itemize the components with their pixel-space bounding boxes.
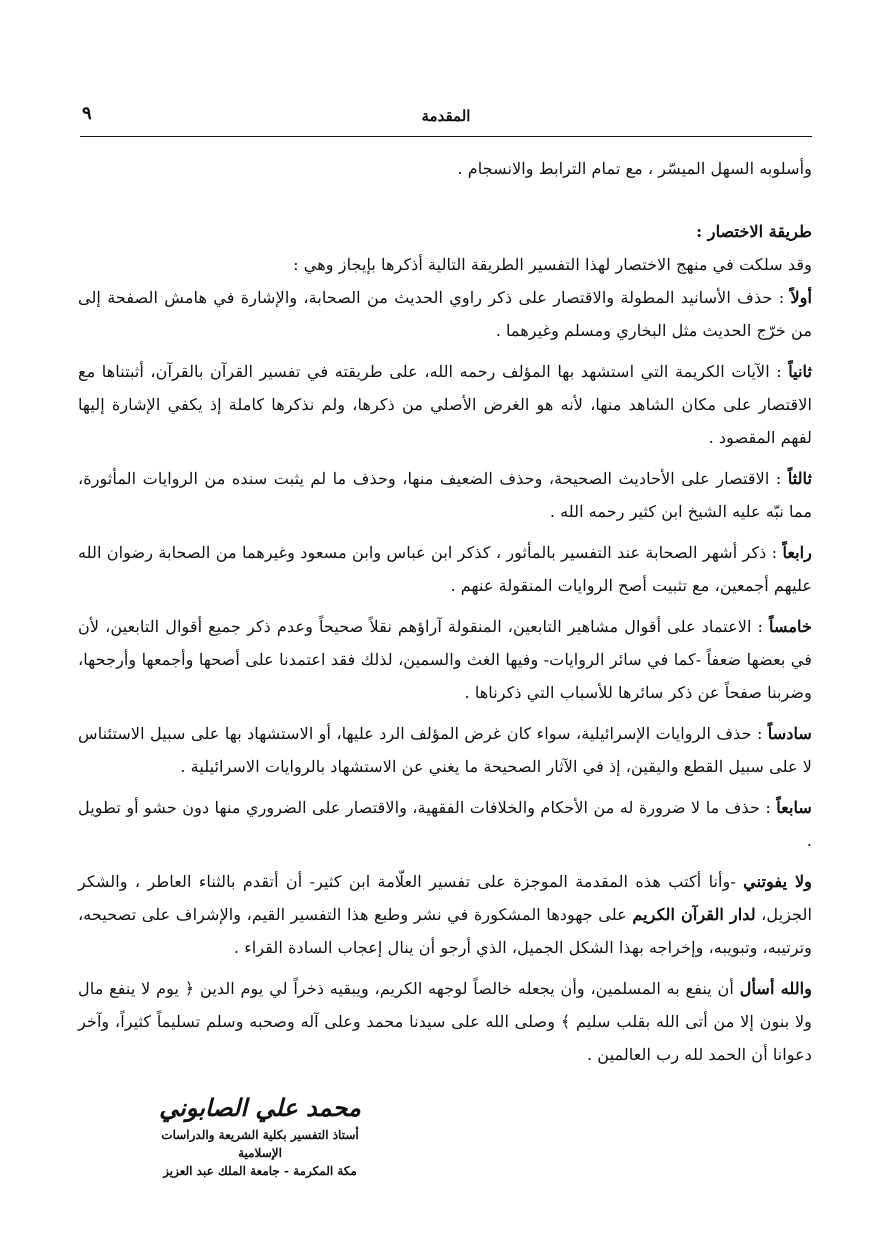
publisher-name: لدار القرآن الكريم — [632, 905, 756, 924]
item-text: : حذف الروايات الإسرائيلية، سواء كان غرض المؤلف الرد عليها، أو الاستشهاد بها على سبيل الاستئناس لا على سبيل القطع واليقين، إذ في الآثار الصحيحة ما يغني عن الاستشهاد بالروايات الاسرائيلية . — [78, 724, 812, 776]
author-signature — [150, 1090, 370, 1180]
list-item — [78, 536, 812, 602]
thanks-text-part1: -وأنا أكتب هذه المقدمة الموجزة على تفسير العلّامة ابن كثير- أن أتقدم بالثناء العاطر ، والشكر الجزيل، — [78, 872, 812, 924]
thanks-lead: ولا يفوتني — [743, 872, 812, 891]
prayer-text: أن ينفع به المسلمين، وأن يجعله خالصاً لوجهه الكريم، ويبقيه ذخراً لي يوم الدين ﴿ يوم لا ينفع مال ولا بنون إلا من أتى الله بقلب سليم ﴾ وصلى الله على سيدنا محمد وعلى آله وصحبه وسلم تسليماً كثيراً، وآخر دعوانا أن الحمد لله رب العالمين . — [78, 979, 812, 1064]
item-lead: أولاً — [790, 288, 812, 307]
item-lead: خامساً — [769, 617, 812, 636]
section-heading — [78, 215, 812, 248]
running-title: المقدمة — [421, 107, 471, 125]
item-lead: رابعاً — [782, 543, 812, 562]
prayer-lead: والله أسأل — [739, 979, 812, 998]
prayer-paragraph — [78, 972, 812, 1071]
list-item — [78, 462, 812, 528]
item-lead: ثانياً — [788, 362, 812, 381]
section-intro: وقد سلكت في منهج الاختصار لهذا التفسير الطريقة التالية أذكرها بإيجاز وهي : — [293, 255, 812, 274]
item-text: : الاقتصار على الأحاديث الصحيحة، وحذف الضعيف منها، وحذف ما لم يثبت سنده من الروايات المأثورة، مما نبّه عليه الشيخ ابن كثير رحمه الله . — [78, 469, 812, 521]
intro-paragraph: وأسلوبه السهل الميسّر ، مع تمام الترابط والانسجام . — [457, 159, 812, 178]
thanks-text-part2: على جهودها المشكورة في نشر وطبع هذا التفسير القيم، والإشراف على تصحيحه، وترتيبه، وتبويبه، وإخراجه بهذا الشكل الجميل، الذي أرجو أن ينال إعجاب السادة القراء . — [78, 905, 812, 957]
page-body — [78, 152, 812, 1079]
thanks-paragraph — [78, 865, 812, 964]
signature-affiliation: مكة المكرمة - جامعة الملك عبد العزيز — [163, 1164, 357, 1178]
item-text: : الآيات الكريمة التي استشهد بها المؤلف رحمه الله، على طريقته في تفسير القرآن بالقرآن، أثبتناها مع الاقتصار على مكان الشاهد منها، لأنه هو الغرض الأصلي من ذكرها، ولم نذكرها كاملة إذ يكفي الإشارة إليها لفهم المقصود . — [78, 362, 812, 447]
list-item — [78, 610, 812, 709]
item-text: : الاعتماد على أقوال مشاهير التابعين، المنقولة آراؤهم نقلاً صحيحاً وعدم ذكر جميع أقوال التابعين، لأن في بعضها ضعفاً -كما في سائر الروايات- وفيها الغث والسمين، لذلك فقد اعتمدنا على أصحها وأجمعها وأرجحها، وضربنا صفحاً عن ذكر سائرها للأسباب التي ذكرناها . — [78, 617, 812, 702]
item-text: : حذف الأسانيد المطولة والاقتصار على ذكر راوي الحديث من الصحابة، والإشارة في هامش الصفحة إلى من خرّج الحديث مثل البخاري ومسلم وغيرهما . — [78, 288, 812, 340]
list-item — [78, 355, 812, 454]
item-lead: سادساً — [767, 724, 812, 743]
section-heading-text: طريقة الاختصار : — [696, 222, 812, 241]
signature-title: أستاذ التفسير بكلية الشريعة والدراسات الإسلامية — [161, 1128, 359, 1160]
item-lead: ثالثاً — [787, 469, 812, 488]
signature-name: محمد علي الصابوني — [159, 1093, 361, 1122]
item-text: : ذكر أشهر الصحابة عند التفسير بالمأثور ، كذكر ابن عباس وابن مسعود وغيرهما من الصحابة رضوان الله عليهم أجمعين، مع تثبيت أصح الروايات المنقولة عنهم . — [78, 543, 812, 595]
list-item — [78, 281, 812, 347]
list-item — [78, 791, 812, 857]
item-text: : حذف ما لا ضرورة له من الأحكام والخلافات الفقهية، والاقتصار على الضروري منها دون حشو أو تطويل . — [78, 798, 812, 850]
header-rule — [80, 136, 812, 137]
list-item — [78, 717, 812, 783]
page-number: ٩ — [82, 103, 92, 124]
item-lead: سابعاً — [776, 798, 812, 817]
page-header — [82, 103, 810, 133]
